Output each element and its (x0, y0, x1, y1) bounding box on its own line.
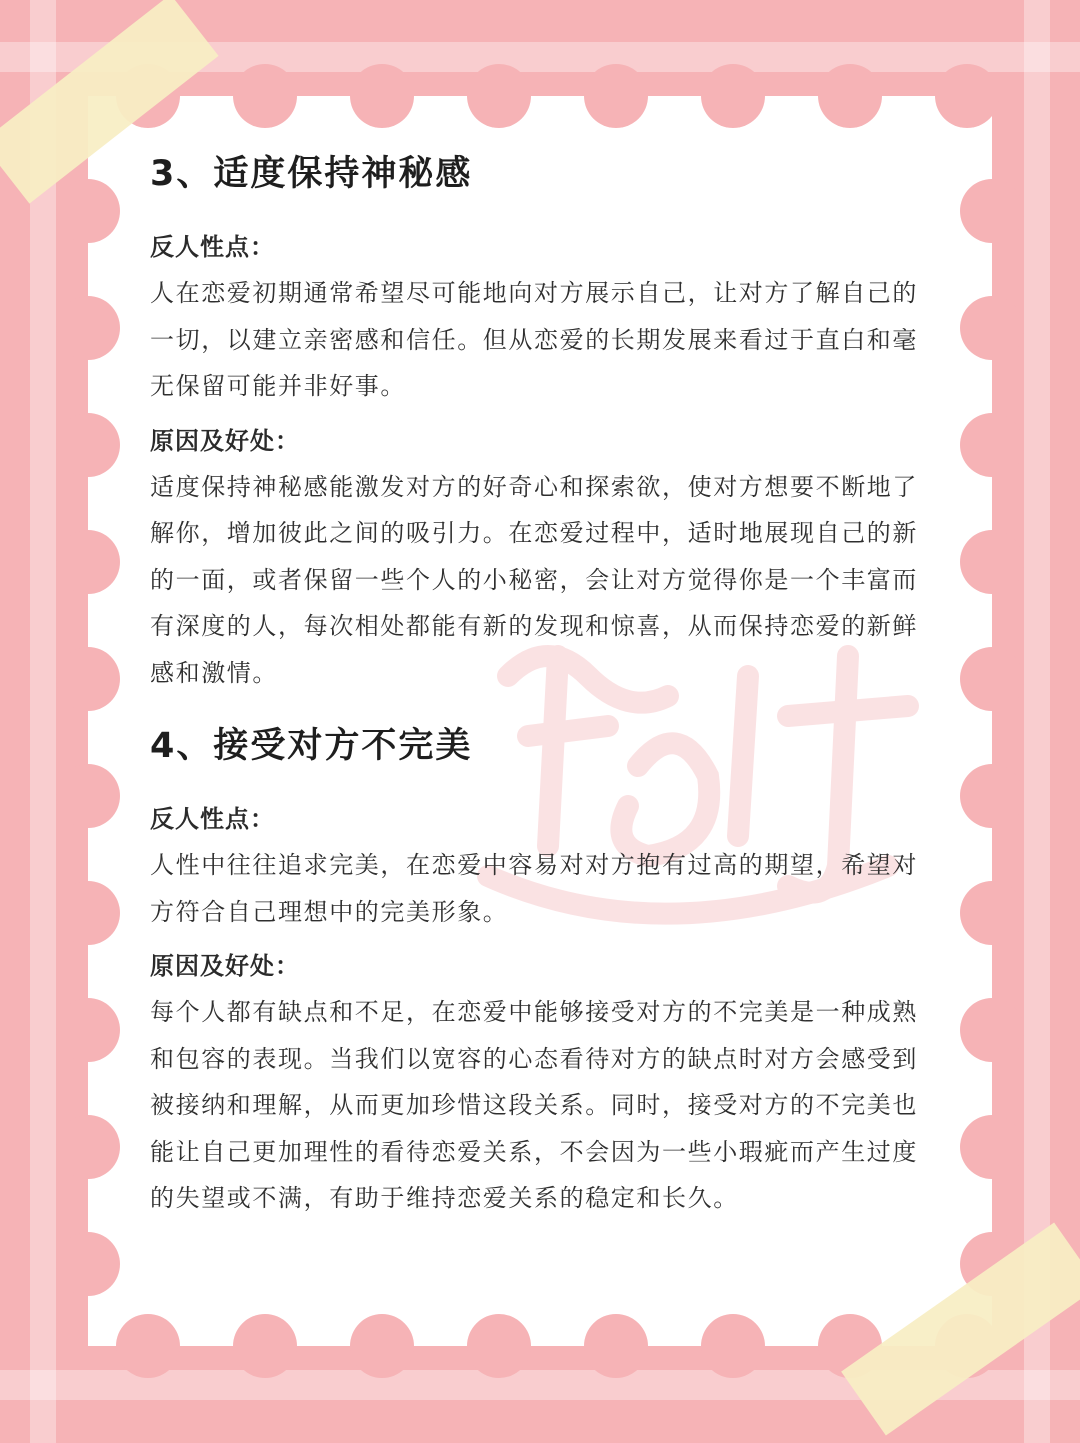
stamp-perforation (56, 647, 120, 711)
stamp-perforation (584, 64, 648, 128)
stamp-perforation (350, 64, 414, 128)
bg-stripe (30, 0, 56, 1443)
stamp-perforation (960, 179, 1024, 243)
section-paragraph: 人性中往往追求完美，在恋爱中容易对对方抱有过高的期望，希望对方符合自己理想中的完美形象。 (150, 851, 918, 926)
stamp-perforation (56, 530, 120, 594)
section-4 (150, 716, 940, 1222)
stamp-perforation (960, 413, 1024, 477)
stamp-perforation (960, 881, 1024, 945)
stamp-perforation (701, 64, 765, 128)
section-label-anti-human: 反人性点： (150, 805, 275, 833)
stamp-perforation (233, 64, 297, 128)
stamp-perforation (56, 1232, 120, 1296)
stamp-perforation (960, 530, 1024, 594)
section-paragraph: 适度保持神秘感能激发对方的好奇心和探索欲，使对方想要不断地了解你，增加彼此之间的吸引力。在恋爱过程中，适时地展现自己的新的一面，或者保留一些个人的小秘密，会让对方觉得你是一个丰富而有深度的人，每次相处都能有新的发现和惊喜，从而保持恋爱的新鲜感和激情。 (150, 472, 918, 687)
stamp-perforation (701, 1314, 765, 1378)
section-heading: 3、适度保持神秘感 (150, 154, 473, 194)
section-paragraph: 每个人都有缺点和不足，在恋爱中能够接受对方的不完美是一种成熟和包容的表现。当我们以宽容的心态看待对方的缺点时对方会感受到被接纳和理解，从而更加珍惜这段关系。同时，接受对方的不完美也能让自己更加理性的看待恋爱关系，不会因为一些小瑕疵而产生过度的失望或不满，有助于维持恋爱关系的稳定和长久。 (150, 998, 918, 1212)
section-label-anti-human: 反人性点： (150, 233, 275, 261)
stamp-perforation (56, 1115, 120, 1179)
stamp-perforation (960, 647, 1024, 711)
stamp-perforation (935, 64, 999, 128)
stamp-perforation (584, 1314, 648, 1378)
stamp-perforation (56, 179, 120, 243)
stamp-perforation (56, 296, 120, 360)
stamp-perforation (56, 764, 120, 828)
stamp-perforation (960, 296, 1024, 360)
stamp-perforation (818, 64, 882, 128)
stamp-perforation (233, 1314, 297, 1378)
stamp-perforation (960, 1115, 1024, 1179)
stamp-perforation (350, 1314, 414, 1378)
section-heading: 4、接受对方不完美 (150, 726, 473, 766)
stamp-perforation (467, 64, 531, 128)
section-label-reason: 原因及好处： (150, 952, 300, 980)
stamp-perforation (116, 1314, 180, 1378)
stamp-perforation (56, 998, 120, 1062)
section-3 (150, 144, 940, 696)
stamp-perforation (56, 413, 120, 477)
section-paragraph: 人在恋爱初期通常希望尽可能地向对方展示自己，让对方了解自己的一切，以建立亲密感和信任。但从恋爱的长期发展来看过于直白和毫无保留可能并非好事。 (150, 279, 918, 400)
stamp-perforation (467, 1314, 531, 1378)
stamp-perforation (56, 881, 120, 945)
stamp-perforation (960, 998, 1024, 1062)
article-content (150, 144, 940, 1242)
section-label-reason: 原因及好处： (150, 426, 300, 455)
stamp-perforation (960, 764, 1024, 828)
